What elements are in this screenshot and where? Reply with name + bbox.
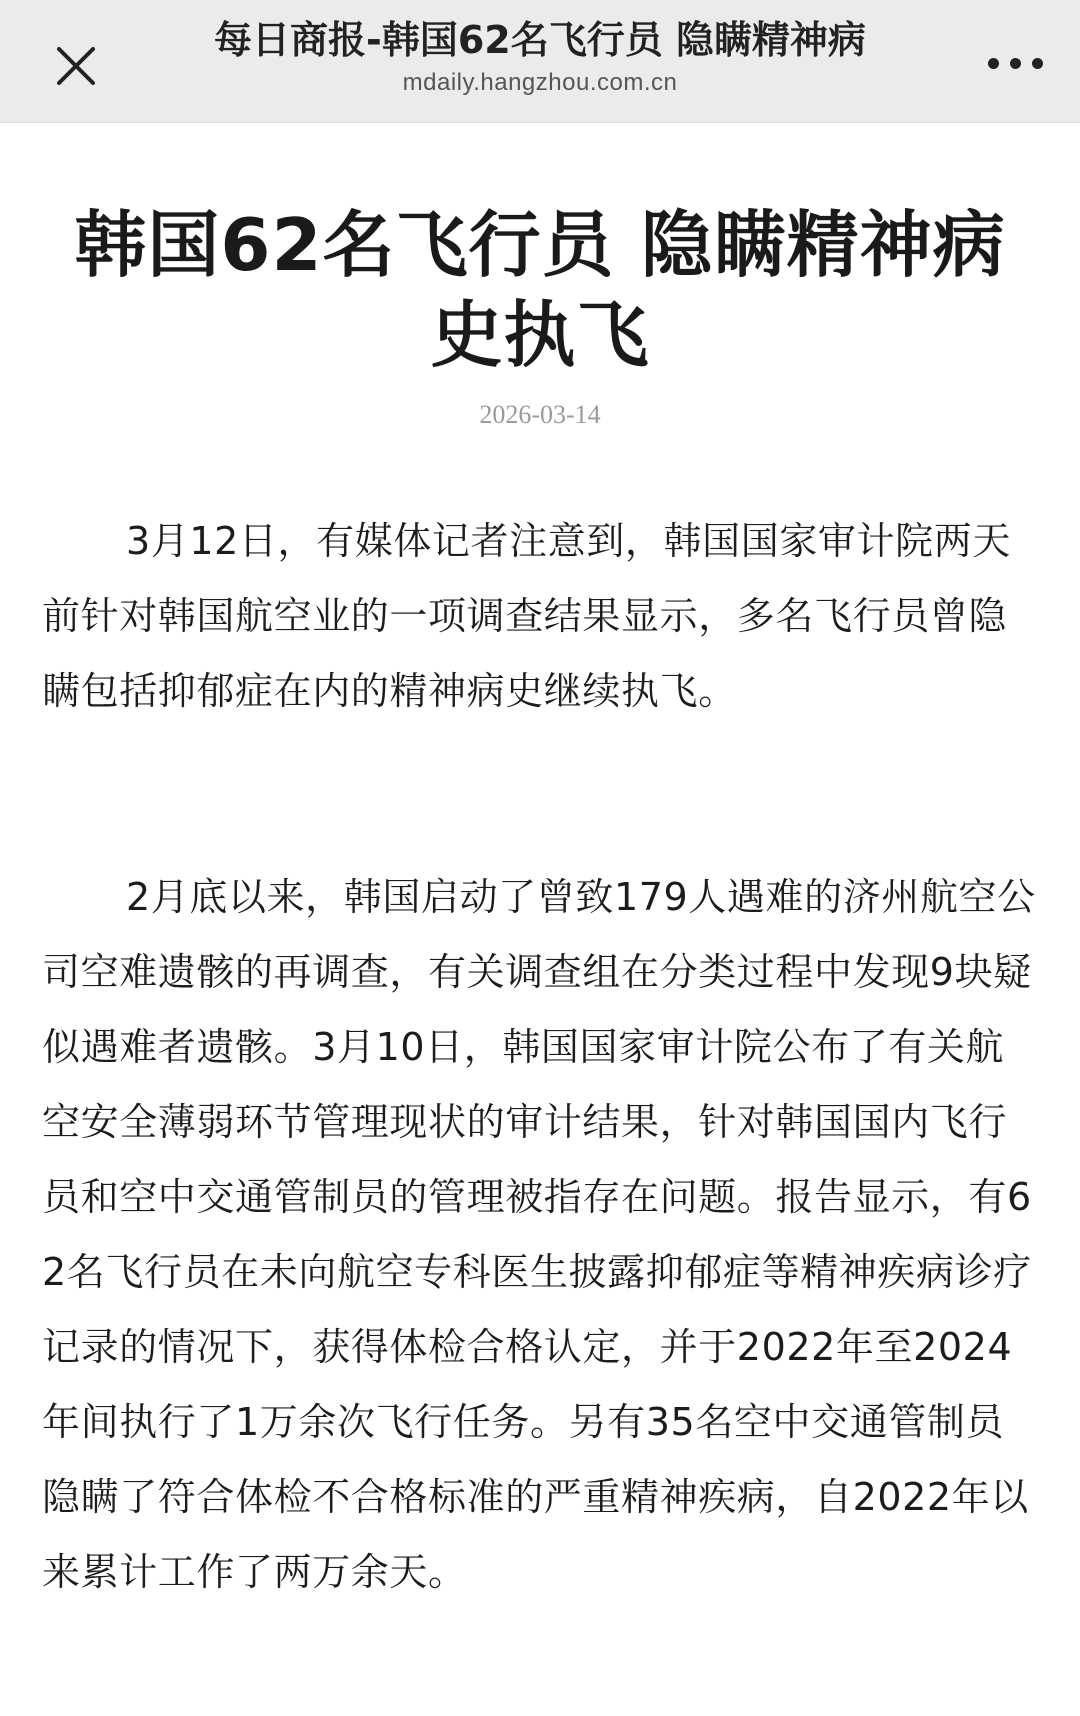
more-icon-dot	[1032, 58, 1043, 69]
page-title-area	[140, 14, 940, 100]
paragraph-1: 3月12日，有媒体记者注意到，韩国国家审计院两天前针对韩国航空业的一项调查结果显示，多名飞行员曾隐瞒包括抑郁症在内的精神病史继续执飞。	[42, 519, 1011, 713]
close-button[interactable]	[44, 34, 108, 98]
page-url: mdaily.hangzhou.com.cn	[402, 69, 678, 96]
more-button[interactable]	[970, 38, 1060, 88]
close-icon	[56, 46, 96, 86]
more-icon-dot	[1010, 58, 1021, 69]
page-title: 每日商报-韩国62名飞行员 隐瞒精神病	[214, 18, 866, 62]
paragraph-2: 2月底以来，韩国启动了曾致179人遇难的济州航空公司空难遗骸的再调查，有关调查组在分类过程中发现9块疑似遇难者遗骸。3月10日，韩国国家审计院公布了有关航空安全薄弱环节管理现状的审计结果，针对韩国国内飞行员和空中交通管制员的管理被指存在问题。报告显示，有62名飞行员在未向航空专科医生披露抑郁症等精神疾病诊疗记录的情况下，获得体检合格认定，并于2022年至2024年间执行了1万余次飞行任务。另有35名空中交通管制员隐瞒了符合体检不合格标准的严重精神疾病，自2022年以来累计工作了两万余天。	[42, 875, 1036, 1594]
browser-top-bar	[0, 0, 1080, 123]
publish-date: 2026-03-14	[479, 400, 601, 429]
article-headline: 韩国62名飞行员 隐瞒精神病史执飞	[74, 203, 1006, 377]
more-icon	[988, 58, 999, 69]
